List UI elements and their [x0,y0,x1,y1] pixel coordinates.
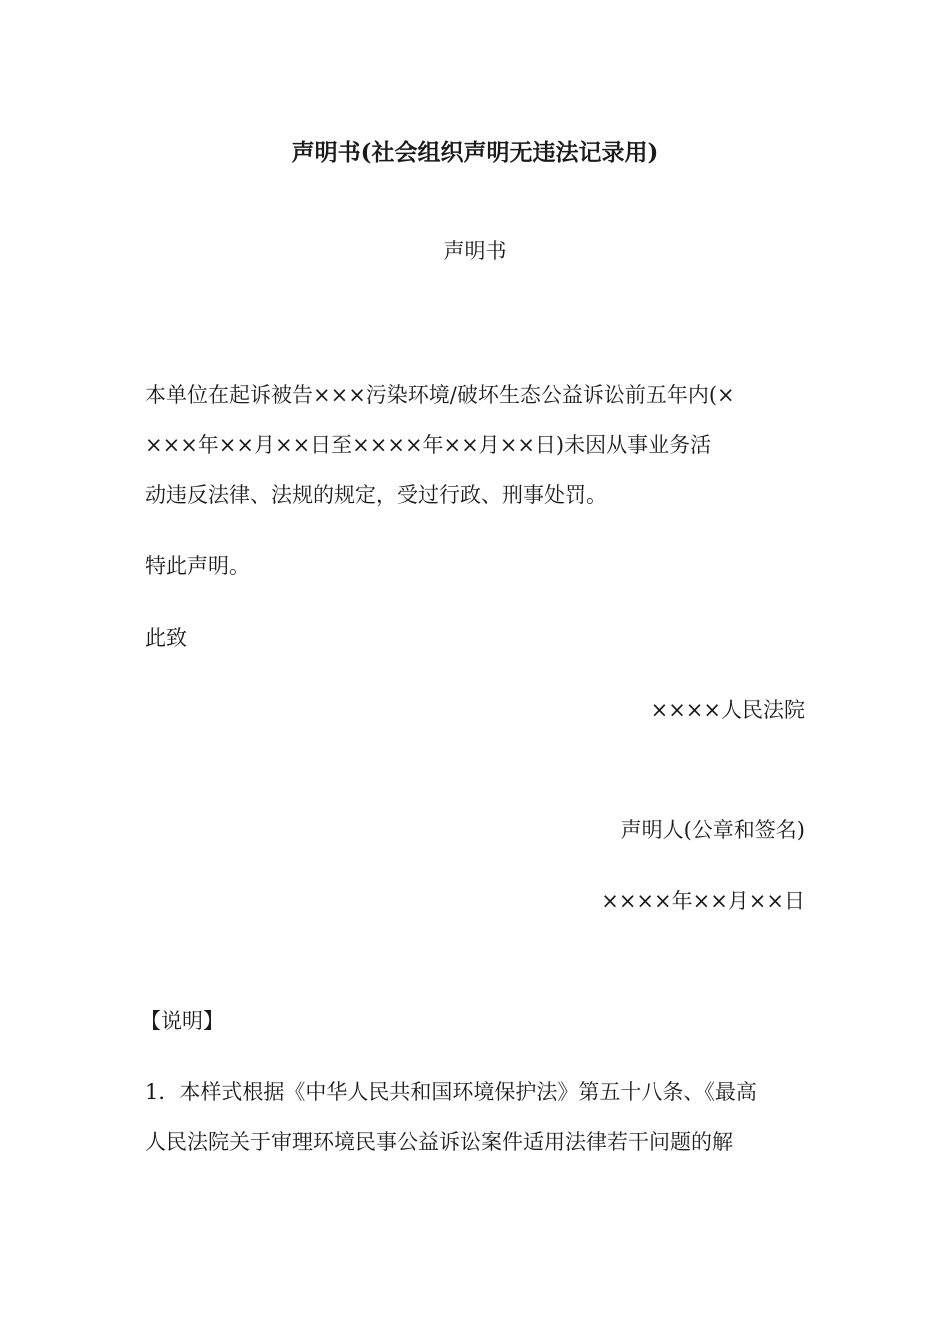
date-line: ××××年××月××日 [601,889,805,913]
document-title: 声明书(社会组织声明无违法记录用) [291,139,659,166]
body-line-3: 动违反法律、法规的规定，受过行政、刑事处罚。 [145,483,607,507]
signature-line: 声明人(公章和签名) [620,818,805,842]
notes-heading: 【说明】 [140,1009,224,1033]
addressee-court: ××××人民法院 [650,698,805,722]
body-line-2: ×××年××月××日至××××年××月××日)未因从事业务活 [145,433,712,457]
salutation-text: 此致 [145,626,187,650]
notes-line-2: 人民法院关于审理环境民事公益诉讼案件适用法律若干问题的解 [145,1130,733,1154]
body-line-1: 本单位在起诉被告×××污染环境/破坏生态公益诉讼前五年内(× [145,383,735,407]
statement-text: 特此声明。 [145,554,250,578]
notes-line-1: 1．本样式根据《中华人民共和国环境保护法》第五十八条、《最高 [145,1080,757,1104]
document-subtitle: 声明书 [443,239,507,263]
